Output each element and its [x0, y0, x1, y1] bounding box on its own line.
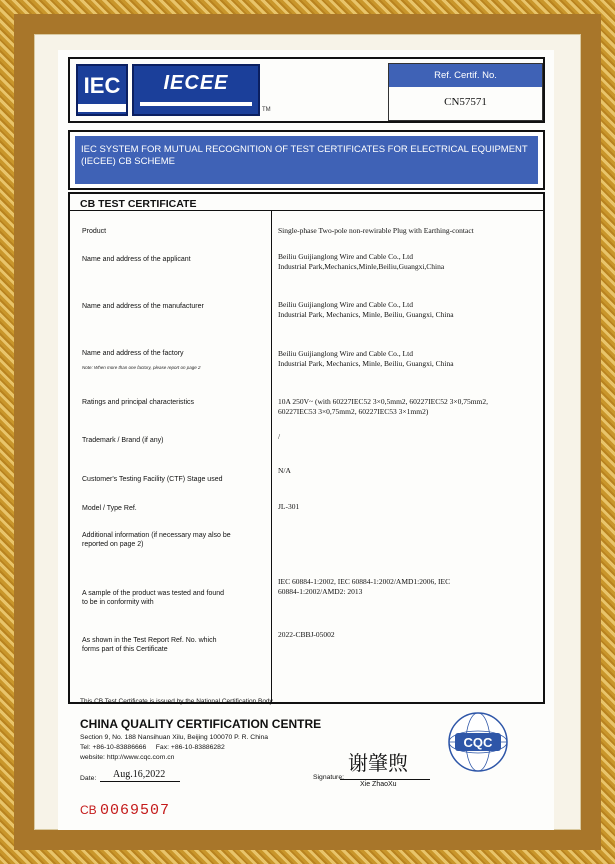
scheme-banner [68, 130, 545, 190]
signatory-name: Xie ZhaoXu [360, 781, 397, 788]
cqc-logo-text: CQC [463, 735, 493, 750]
factory-label: Name and address of the factory [82, 350, 184, 357]
applicant-label: Name and address of the applicant [82, 256, 191, 263]
ratings-label: Ratings and principal characteristics [82, 399, 195, 406]
product-label: Product [82, 228, 107, 235]
signature-label: Signature: [313, 774, 344, 781]
title-divider [70, 210, 543, 211]
website: website: http://www.cqc.com.cn [80, 754, 175, 761]
issued-by-text: This CB Test Certificate is issued by the National Certification Body [80, 698, 273, 705]
report-label: As shown in the Test Report Ref. No. which forms part of this Certificate [82, 637, 217, 653]
model-label: Model / Type Ref. [82, 505, 137, 512]
signature-underline [340, 779, 430, 780]
certificate-body [68, 192, 545, 704]
date-underline [100, 781, 180, 782]
trademark-value: / [278, 432, 281, 441]
report-number: 2022-CBBJ-05002 [278, 630, 335, 639]
ctf-value: N/A [278, 466, 291, 475]
manufacturer-value: Beiliu Guijianglong Wire and Cable Co., Ltd Industrial Park, Mechanics, Minle, Beiliu, Guangxi, China [278, 300, 454, 319]
product-value: Single-phase Two-pole non-rewirable Plug with Earthing-contact [278, 226, 474, 235]
ref-label: Ref. Certif. No. [389, 64, 542, 87]
cqc-logo [447, 711, 509, 773]
ref-certificate-box [388, 63, 543, 121]
certificate-title: CB TEST CERTIFICATE [80, 198, 197, 210]
manufacturer-label: Name and address of the manufacturer [82, 303, 204, 310]
standards-value: IEC 60884-1:2002, IEC 60884-1:2002/AMD1:2006, IEC 60884-1:2002/AMD2: 2013 [278, 577, 451, 596]
signature-handwriting: 谢肇煦 [348, 751, 408, 775]
ref-number: CN57571 [444, 96, 487, 108]
iec-logo: IEC [76, 64, 128, 116]
telephone: Tel: +86-10-83886666 [80, 744, 147, 751]
ratings-value: 10A 250V~ (with 60227IEC52 3×0,5mm2, 60227IEC52 3×0,75mm2, 60227IEC53 3×0,75mm2, 60227IEC53 3×1mm2) [278, 397, 489, 416]
organization-name: CHINA QUALITY CERTIFICATION CENTRE [80, 717, 322, 731]
date-value: Aug.16,2022 [113, 769, 166, 780]
ctf-label: Customer's Testing Facility (CTF) Stage used [82, 476, 223, 483]
trademark-label: Trademark / Brand (if any) [82, 437, 164, 444]
address: Section 9, No. 188 Nansihuan Xilu, Beijing 100070 P. R. China [80, 734, 269, 741]
factory-value: Beiliu Guijianglong Wire and Cable Co., Ltd Industrial Park, Mechanics, Minle, Beiliu, Guangxi, China [278, 349, 454, 368]
column-divider [271, 210, 272, 702]
applicant-value: Beiliu Guijianglong Wire and Cable Co., Ltd Industrial Park,Mechanics,Minle,Beiliu,Guangxi,China [278, 252, 445, 271]
cb-prefix: CB [80, 803, 97, 817]
cb-serial-number [80, 802, 170, 819]
date-label: Date: [80, 775, 97, 782]
additional-info-label: Additional information (if necessary may also be reported on page 2) [82, 532, 231, 548]
trademark-mark: TM [262, 107, 271, 113]
scheme-title: IEC SYSTEM FOR MUTUAL RECOGNITION OF TEST CERTIFICATES FOR ELECTRICAL EQUIPMENT (IECEE) CB SCHEME [75, 136, 538, 184]
organization-contact [80, 733, 268, 763]
sample-label: A sample of the product was tested and found to be in conformity with [82, 590, 225, 606]
factory-note: Note: When more than one factory, please report on page 2 [82, 365, 201, 370]
model-value: JL-301 [278, 502, 300, 511]
signature-image [346, 748, 426, 776]
iecee-logo: IECEE [132, 64, 260, 116]
cb-number: 0069507 [100, 802, 171, 819]
fax: Fax: +86-10-83886282 [155, 744, 225, 751]
certificate-header [68, 57, 545, 123]
